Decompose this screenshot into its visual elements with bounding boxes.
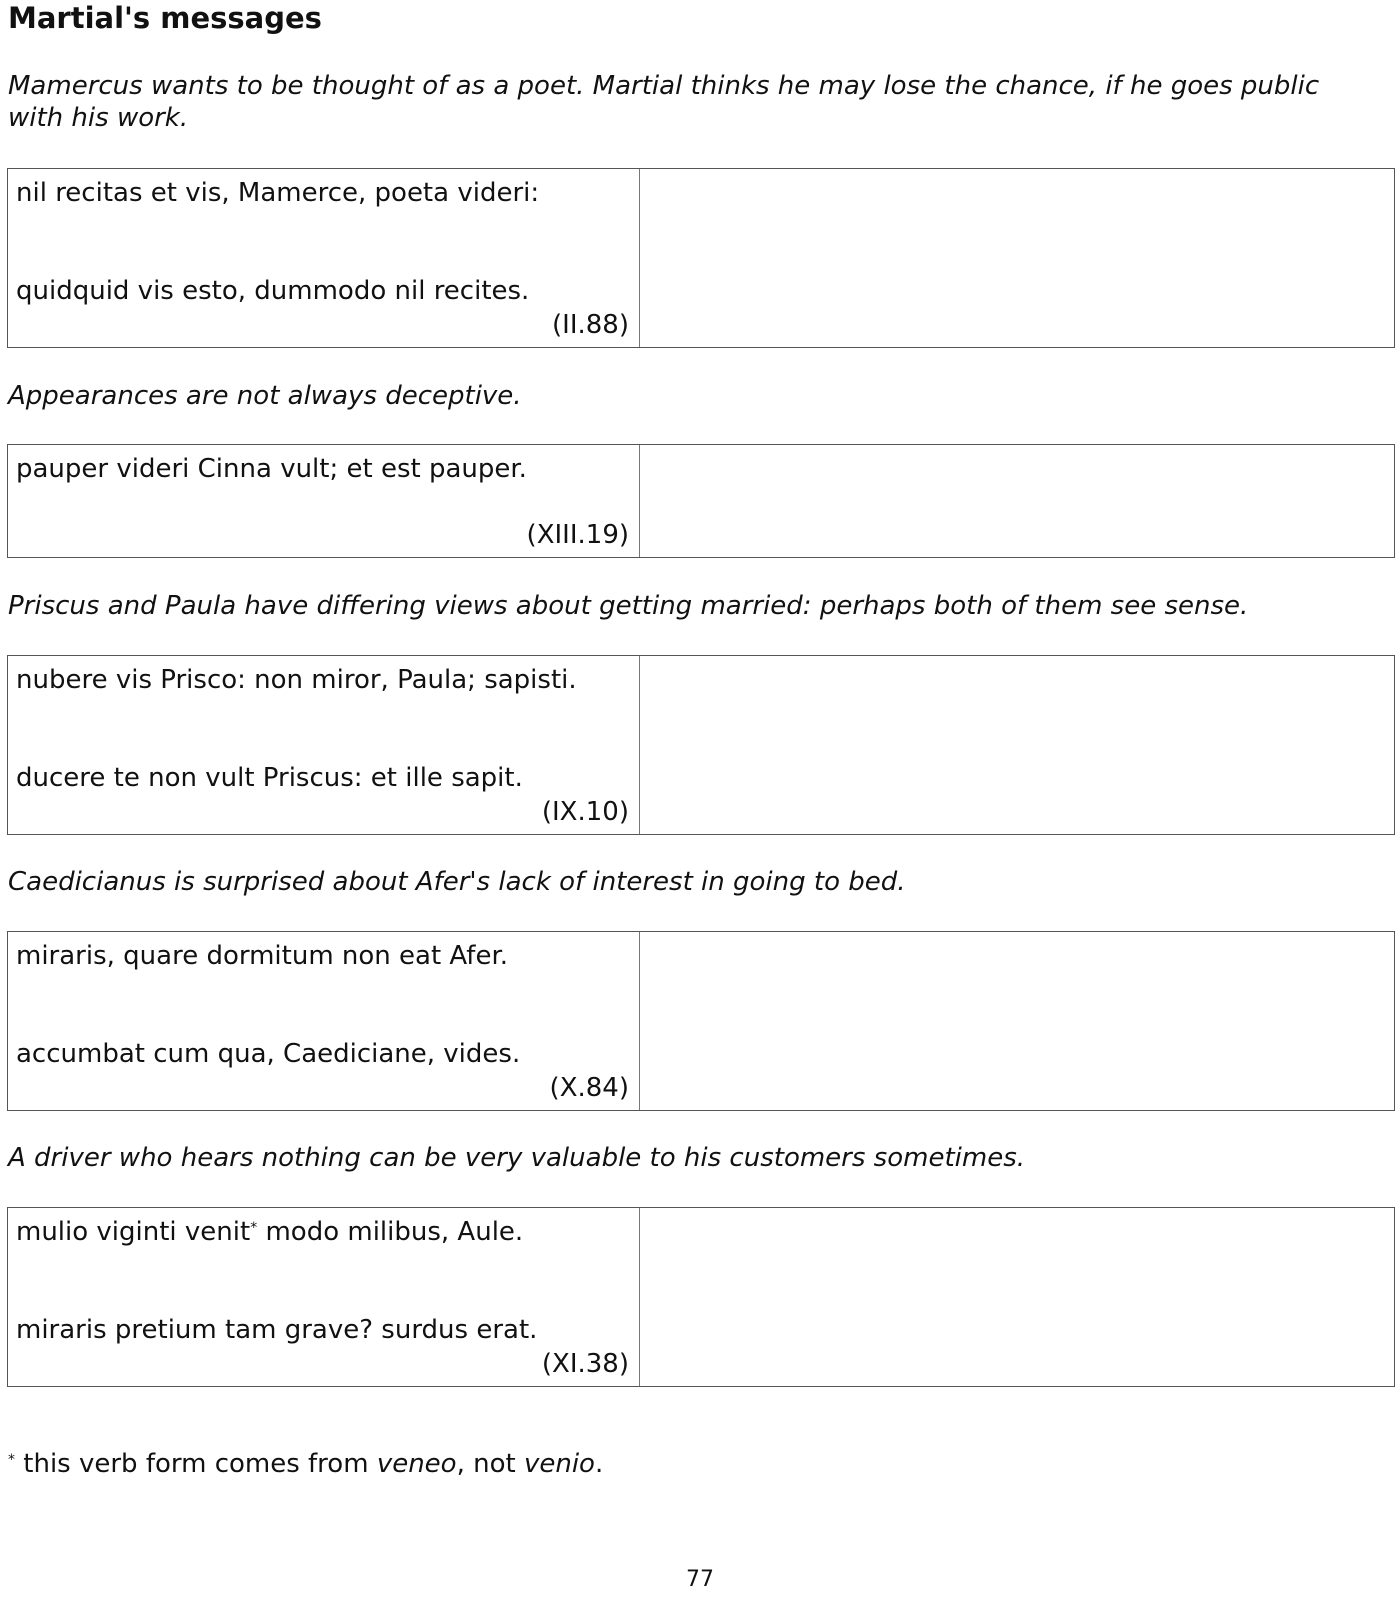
- intro-text-4: Caedicianus is surprised about Afer's lack of interest in going to bed.: [8, 867, 906, 897]
- latin-line: ducere te non vult Priscus: et ille sapit.: [16, 763, 523, 793]
- latin-line-end: modo milibus, Aule.: [257, 1217, 524, 1247]
- latin-cell-3: [8, 656, 640, 834]
- latin-line: pauper videri Cinna vult; et est pauper.: [16, 454, 527, 484]
- poem-box-3: [7, 655, 1395, 835]
- latin-line-start: mulio viginti venit: [16, 1217, 251, 1247]
- latin-line: [16, 1216, 523, 1248]
- latin-line: nubere vis Prisco: non miror, Paula; sapisti.: [16, 665, 577, 695]
- poem-box-5: [7, 1207, 1395, 1387]
- poem-box-4: [7, 931, 1395, 1111]
- latin-line: miraris pretium tam grave? surdus erat.: [16, 1315, 538, 1345]
- epigram-reference: (IX.10): [541, 797, 629, 827]
- latin-cell-1: [8, 169, 640, 347]
- latin-cell-4: [8, 932, 640, 1110]
- translation-cell-5[interactable]: [640, 1208, 1394, 1386]
- poem-box-2: [7, 444, 1395, 558]
- intro-text-5: A driver who hears nothing can be very valuable to his customers sometimes.: [8, 1143, 1026, 1173]
- translation-cell-3[interactable]: [640, 656, 1394, 834]
- latin-line: miraris, quare dormitum non eat Afer.: [16, 941, 509, 971]
- latin-cell-2: [8, 445, 640, 557]
- epigram-reference: (XI.38): [541, 1349, 629, 1379]
- footnote-text: , not: [456, 1449, 524, 1479]
- footnote-italic-word: venio: [523, 1449, 595, 1479]
- translation-cell-4[interactable]: [640, 932, 1394, 1110]
- footnote: [8, 1448, 603, 1480]
- footnote-italic-word: veneo: [376, 1449, 457, 1479]
- latin-line: quidquid vis esto, dummodo nil recites.: [16, 276, 530, 306]
- poem-box-1: [7, 168, 1395, 348]
- footnote-text: this verb form comes from: [15, 1449, 377, 1479]
- footnote-marker: *: [250, 1220, 258, 1236]
- latin-cell-5: [8, 1208, 640, 1386]
- epigram-reference: (XIII.19): [526, 520, 629, 550]
- epigram-reference: (II.88): [552, 310, 629, 340]
- page-number: 77: [686, 1567, 714, 1592]
- epigram-reference: (X.84): [549, 1073, 629, 1103]
- page-title: Martial's messages: [8, 1, 322, 35]
- latin-line: accumbat cum qua, Caediciane, vides.: [16, 1039, 521, 1069]
- footnote-text: .: [594, 1449, 604, 1479]
- translation-cell-1[interactable]: [640, 169, 1394, 347]
- translation-cell-2[interactable]: [640, 445, 1394, 557]
- intro-text-3: Priscus and Paula have differing views about getting married: perhaps both of them see sense.: [8, 591, 1249, 621]
- latin-line: nil recitas et vis, Mamerce, poeta videri:: [16, 178, 540, 208]
- footnote-marker: *: [8, 1452, 15, 1468]
- intro-text-2: Appearances are not always deceptive.: [8, 381, 522, 411]
- intro-text-1: Mamercus wants to be thought of as a poet. Martial thinks he may lose the chance, if he goes public with his work.: [8, 71, 1320, 133]
